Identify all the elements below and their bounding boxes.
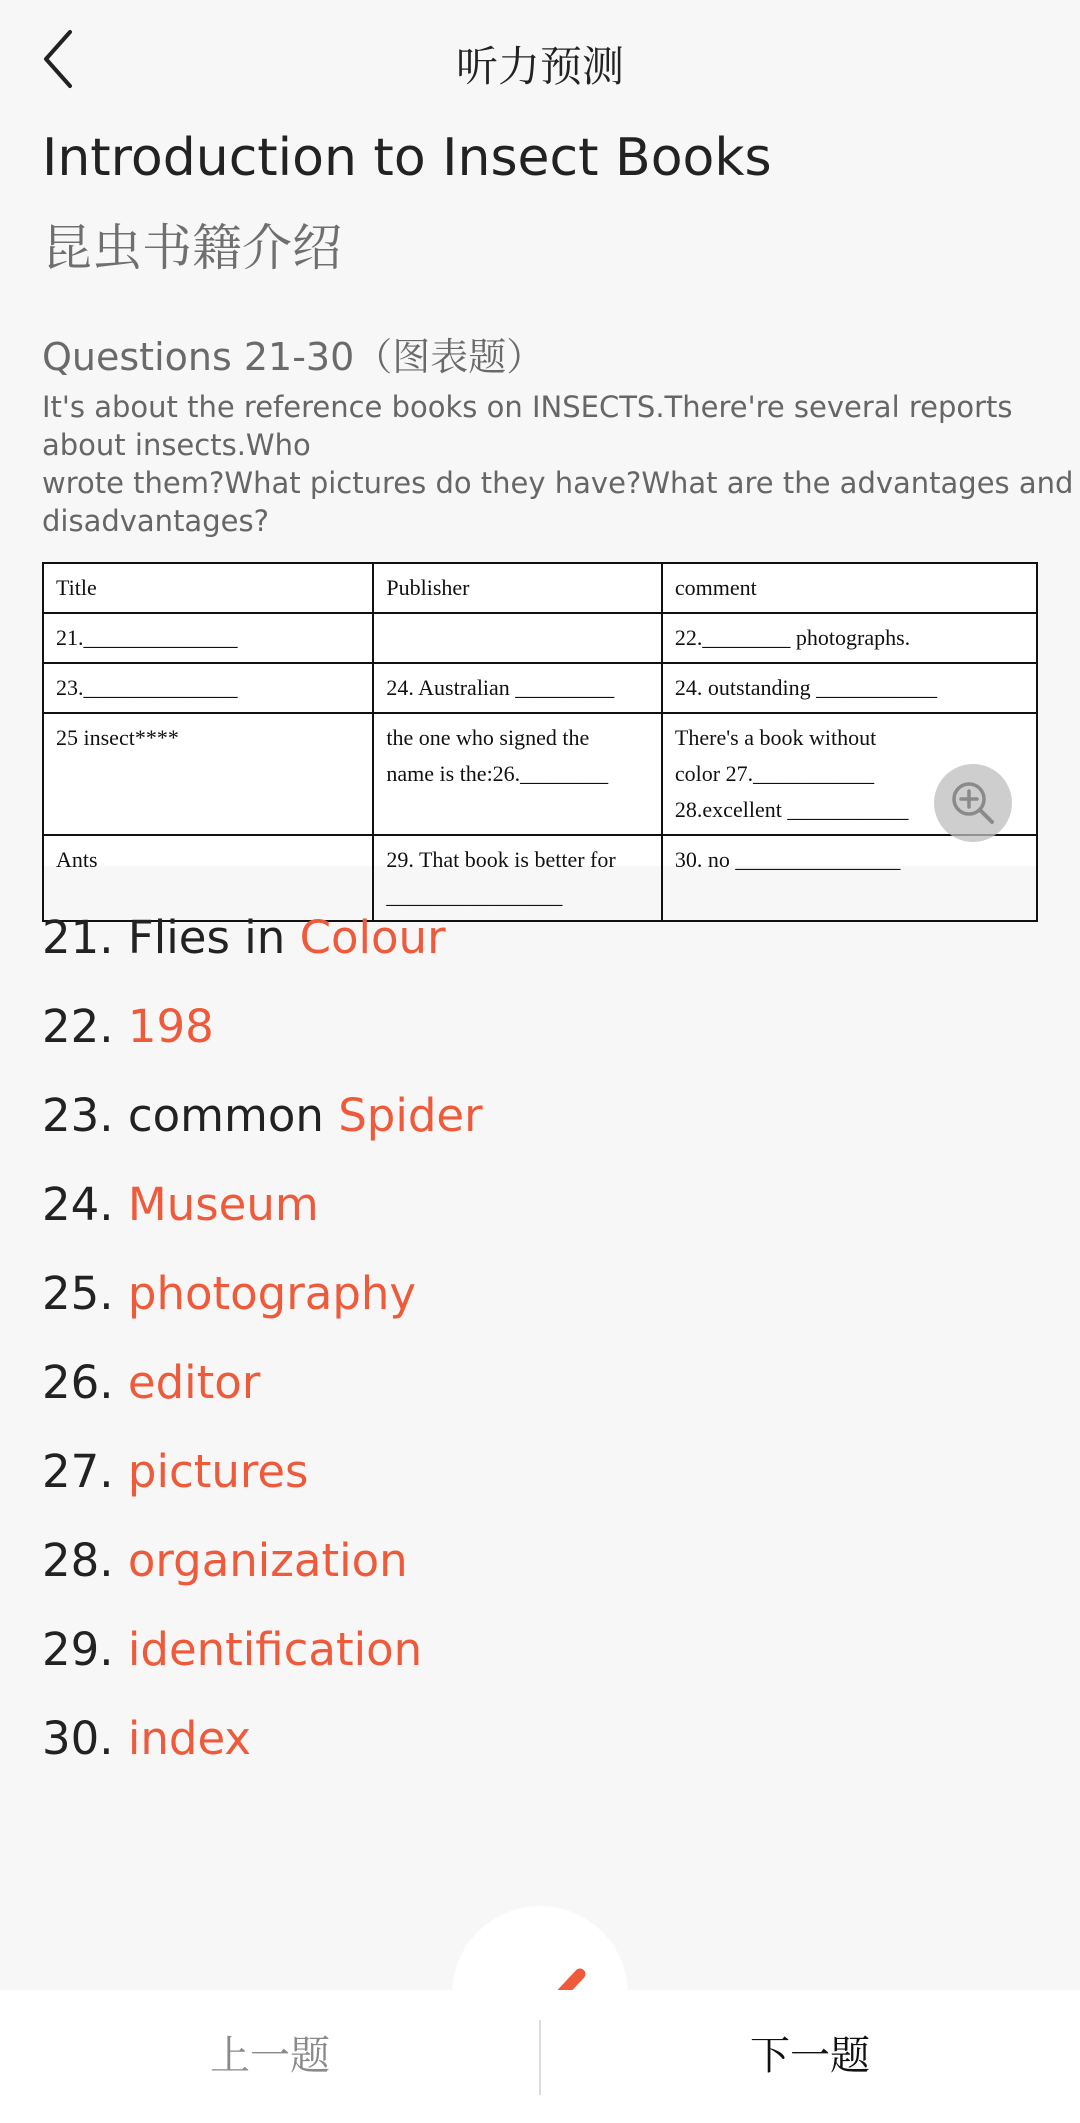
answer-item [42, 1620, 422, 1680]
answer-number: 25. [42, 1267, 114, 1320]
answer-item [42, 1709, 251, 1769]
answer-text: photography [127, 1267, 417, 1320]
answer-text: Museum [127, 1178, 319, 1231]
answer-item [42, 908, 446, 968]
table-cell: 21.______________ [43, 613, 373, 663]
bottom-nav-bar [0, 1990, 1080, 2123]
table-cell: 30. no _______________ [662, 835, 1037, 921]
answer-item [42, 1264, 416, 1324]
section-description [42, 388, 1074, 540]
description-line: disadvantages? [42, 504, 269, 538]
table-cell: 29. That book is better for ________________ [373, 835, 662, 921]
table-cell: 24. Australian _________ [373, 663, 662, 713]
answer-text: pictures [127, 1445, 309, 1498]
answer-prefix: common [127, 1089, 324, 1142]
lesson-title-en: Introduction to Insect Books [42, 128, 772, 188]
table-header: Publisher [373, 563, 662, 613]
answer-item [42, 1442, 309, 1502]
answer-item [42, 1086, 483, 1146]
answer-item [42, 1531, 408, 1591]
question-table-image[interactable] [42, 562, 1038, 908]
previous-question-button[interactable]: 上一题 [210, 2033, 330, 2079]
table-cell: the one who signed the name is the:26.________ [373, 713, 662, 835]
answer-text: identification [127, 1623, 423, 1676]
description-line: It's about the reference books on INSECTS.There're several reports [42, 390, 1013, 424]
answer-text: editor [127, 1356, 261, 1409]
next-question-button[interactable]: 下一题 [750, 2033, 870, 2079]
table-cell: 24. outstanding ___________ [662, 663, 1037, 713]
answer-text: organization [127, 1534, 408, 1587]
table-cell: 25 insect**** [43, 713, 373, 835]
answer-number: 27. [42, 1445, 114, 1498]
description-line: about insects.Who [42, 428, 311, 462]
answer-prefix: Flies in [127, 911, 286, 964]
table-header: comment [662, 563, 1037, 613]
table-cell: 22.________ photographs. [662, 613, 1037, 663]
zoom-in-icon [934, 764, 1012, 842]
answer-text: Spider [338, 1089, 483, 1142]
page-title: 听力预测 [455, 42, 624, 91]
table-header-row [43, 563, 1037, 613]
answer-number: 21. [42, 911, 114, 964]
answer-text: Colour [299, 911, 446, 964]
answer-number: 28. [42, 1534, 114, 1587]
table-cell: Ants [43, 835, 373, 921]
answer-text: index [127, 1712, 252, 1765]
table-row [43, 713, 1037, 835]
table-cell: 23.______________ [43, 663, 373, 713]
answer-item [42, 997, 214, 1057]
answer-item [42, 1353, 260, 1413]
top-bar [0, 0, 1080, 120]
lesson-title-zh: 昆虫书籍介绍 [42, 219, 342, 277]
zoom-button[interactable] [934, 764, 1012, 842]
table-row [43, 613, 1037, 663]
table-cell: There's a book without color 27.___________ 28.excellent ___________ [662, 713, 1037, 835]
description-line: wrote them?What pictures do they have?What are the advantages and [42, 466, 1074, 500]
section-heading: Questions 21-30（图表题） [42, 335, 545, 379]
table-cell [373, 613, 662, 663]
answer-number: 22. [42, 1000, 114, 1053]
table-header: Title [43, 563, 373, 613]
answer-number: 23. [42, 1089, 114, 1142]
answer-number: 29. [42, 1623, 114, 1676]
question-table [42, 562, 1038, 922]
answer-number: 26. [42, 1356, 114, 1409]
table-row [43, 663, 1037, 713]
answer-text: 198 [127, 1000, 214, 1053]
answer-number: 24. [42, 1178, 114, 1231]
answer-item [42, 1175, 319, 1235]
answer-number: 30. [42, 1712, 114, 1765]
